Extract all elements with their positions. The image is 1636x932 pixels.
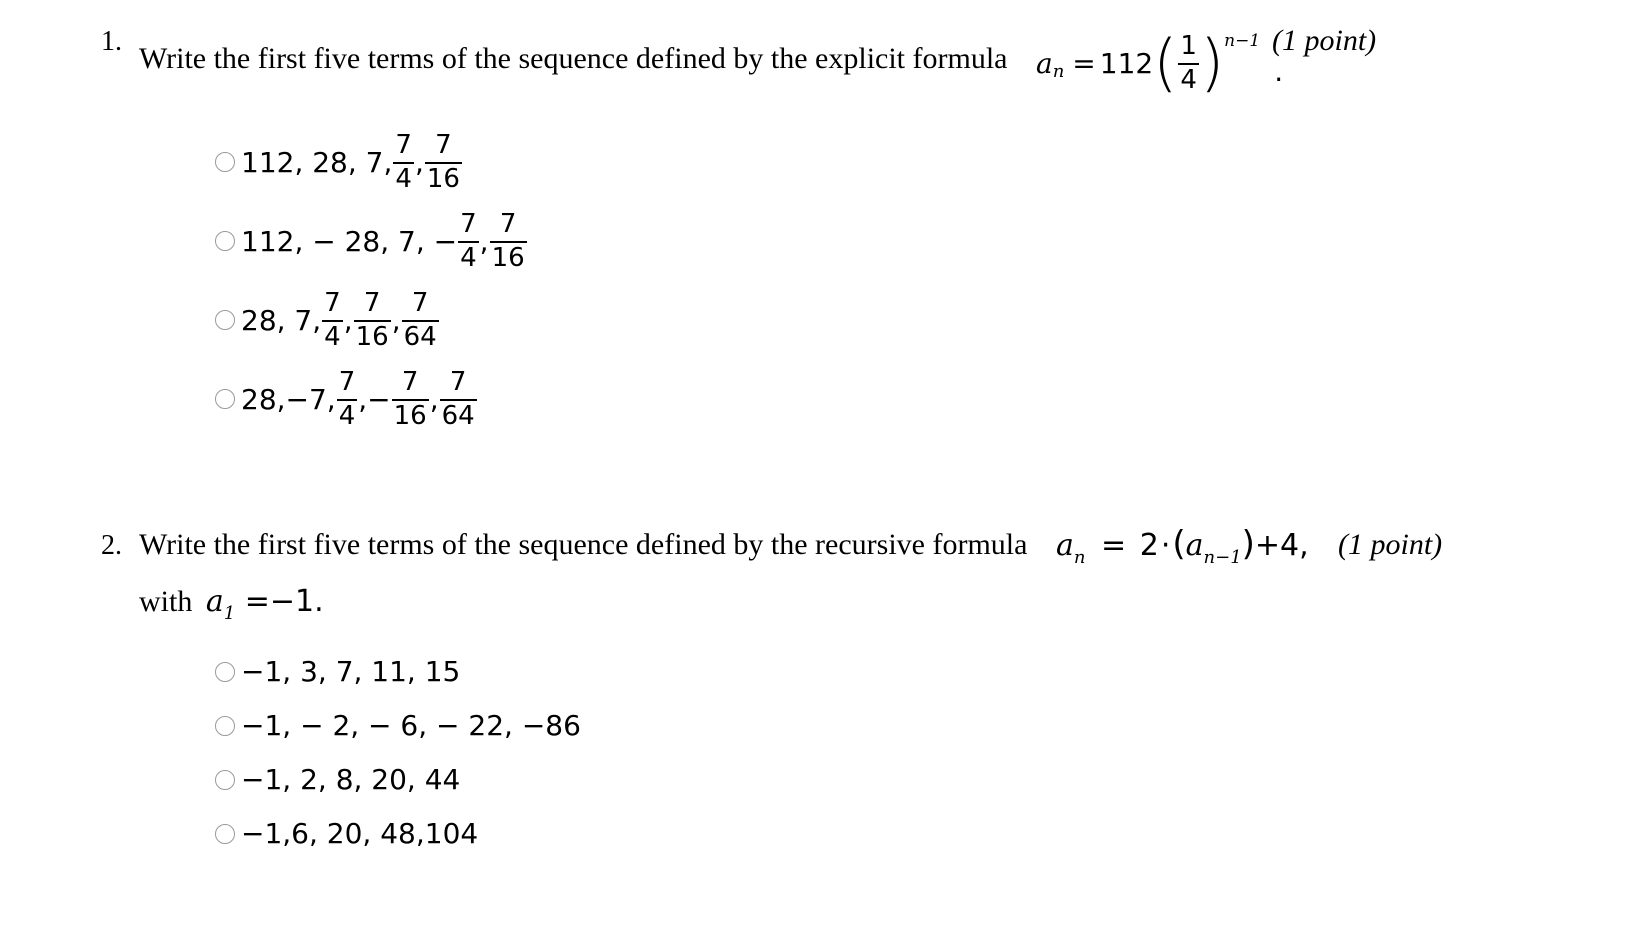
answer-option-1d[interactable] — [215, 369, 478, 429]
radio-button[interactable] — [215, 716, 235, 736]
fraction-denominator: 16 — [491, 243, 525, 273]
formula-sub: n — [1052, 60, 1065, 82]
option-prefix: 112, 28, 7, — [241, 145, 393, 179]
formula-dot: · — [1160, 528, 1171, 563]
option-text: −1,6, 20, 48,104 — [241, 817, 479, 850]
initial-sub: 1 — [223, 603, 236, 624]
fraction-numerator: 7 — [449, 367, 467, 397]
option-separator: , — [414, 145, 424, 179]
fraction-numerator: 7 — [395, 130, 412, 160]
formula-equals: = — [1101, 528, 1127, 563]
answer-option-1c[interactable] — [215, 290, 440, 350]
option-prefix: 28,−7, — [241, 382, 336, 416]
points-label: (1 point) — [1272, 24, 1377, 57]
formula-tail: +4, — [1254, 528, 1309, 563]
fraction-numerator: 7 — [338, 367, 356, 397]
formula-coef: 112 — [1099, 46, 1154, 80]
radio-button[interactable] — [215, 770, 235, 790]
recursive-formula — [1056, 524, 1309, 568]
question-number: 1. — [101, 26, 122, 57]
formula-exponent: n−1 — [1224, 31, 1261, 51]
formula-inner-sub: n−1 — [1203, 547, 1242, 568]
paren-open: ( — [1153, 26, 1178, 99]
paren-close: ) — [1241, 524, 1255, 564]
fraction-numerator: 7 — [435, 130, 452, 160]
fraction-numerator: 7 — [411, 288, 429, 318]
fraction-denominator: 4 — [1180, 65, 1197, 95]
answer-option-1b[interactable] — [215, 211, 528, 271]
question-number: 2. — [101, 530, 122, 561]
answer-option-2c[interactable] — [215, 763, 460, 796]
with-label: with — [139, 585, 193, 618]
fraction-numerator: 7 — [363, 288, 381, 318]
fraction-denominator: 16 — [393, 401, 427, 431]
formula-var: a — [1036, 46, 1053, 80]
radio-button[interactable] — [215, 231, 235, 251]
radio-button[interactable] — [215, 824, 235, 844]
initial-var: a — [205, 584, 224, 619]
option-text: −1, − 2, − 6, − 22, −86 — [241, 709, 581, 742]
fraction-numerator: 7 — [499, 209, 517, 239]
fraction-numerator: 7 — [401, 367, 419, 397]
fraction-denominator: 4 — [324, 322, 341, 352]
formula-period: . — [1274, 54, 1284, 88]
option-separator: , — [391, 303, 401, 337]
fraction-denominator: 16 — [355, 322, 389, 352]
option-separator: ,− — [358, 382, 391, 416]
formula-equals: = — [1072, 46, 1096, 80]
fraction-numerator: 7 — [324, 288, 341, 318]
fraction-denominator: 64 — [441, 401, 475, 431]
option-text: −1, 3, 7, 11, 15 — [241, 655, 461, 688]
fraction-numerator: 7 — [460, 209, 477, 239]
paren-close: ) — [1199, 26, 1225, 99]
fraction-denominator: 4 — [338, 401, 356, 431]
option-separator: , — [343, 303, 353, 337]
formula-sub: n — [1073, 547, 1086, 568]
question-text: Write the first five terms of the sequence defined by the explicit formula — [139, 42, 1008, 75]
initial-condition — [139, 584, 324, 624]
explicit-formula — [1036, 18, 1283, 108]
initial-value: =−1. — [244, 584, 324, 619]
answer-option-2d[interactable] — [215, 817, 478, 850]
option-prefix: 112, − 28, 7, − — [241, 224, 458, 258]
radio-button[interactable] — [215, 152, 235, 172]
fraction-denominator: 4 — [460, 243, 477, 273]
formula-coef: 2 — [1139, 528, 1159, 563]
answer-option-2a[interactable] — [215, 655, 460, 688]
question-text: Write the first five terms of the sequence defined by the recursive formula — [139, 528, 1028, 561]
radio-button[interactable] — [215, 310, 235, 330]
formula-inner-var: a — [1185, 528, 1204, 563]
formula-var: a — [1056, 528, 1074, 563]
formula-fraction — [1178, 33, 1199, 93]
option-text: −1, 2, 8, 20, 44 — [241, 763, 461, 796]
answer-option-2b[interactable] — [215, 709, 581, 742]
radio-button[interactable] — [215, 389, 235, 409]
fraction-denominator: 64 — [403, 322, 437, 352]
answer-option-1a[interactable] — [215, 132, 463, 192]
fraction-denominator: 16 — [426, 164, 460, 194]
paren-open: ( — [1172, 524, 1186, 564]
fraction-denominator: 4 — [395, 164, 412, 194]
option-separator: , — [479, 224, 489, 258]
points-label: (1 point) — [1338, 528, 1443, 561]
option-separator: , — [429, 382, 439, 416]
fraction-numerator: 1 — [1180, 31, 1197, 61]
radio-button[interactable] — [215, 662, 235, 682]
option-prefix: 28, 7, — [241, 303, 322, 337]
